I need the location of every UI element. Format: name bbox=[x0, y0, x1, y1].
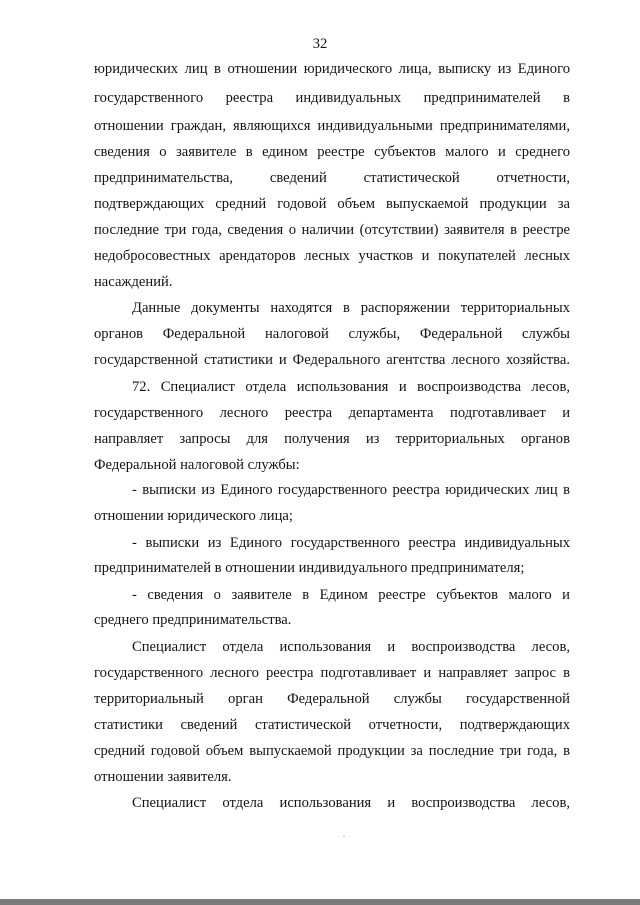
scan-bottom-edge bbox=[0, 899, 640, 905]
text-line: предпринимателей в отношении индивидуального предпринимателя; bbox=[94, 560, 525, 576]
page-number: 32 bbox=[312, 36, 328, 52]
text-line: отношении юридического лица; bbox=[94, 508, 293, 524]
text-line: сведения о заявителе в едином реестре субъектов малого и среднего bbox=[94, 144, 570, 160]
text-line: государственного реестра индивидуальных предпринимателей в bbox=[94, 90, 570, 106]
text-line: последние три года, сведения о наличии (отсутствии) заявителя в реестре bbox=[94, 222, 570, 238]
list-item-first-line: - выписки из Единого государственного реестра индивидуальных bbox=[132, 535, 570, 551]
text-line: государственной статистики и Федерального агентства лесного хозяйства. bbox=[94, 352, 570, 368]
text-line: отношении граждан, являющихся индивидуальными предпринимателями, bbox=[94, 118, 570, 134]
paragraph-first-line: 72. Специалист отдела использования и воспроизводства лесов, bbox=[132, 379, 570, 395]
paragraph-first-line: Специалист отдела использования и воспроизводства лесов, bbox=[132, 795, 570, 811]
text-line: предпринимательства, сведений статистической отчетности, bbox=[94, 170, 570, 186]
text-line: подтверждающих средний годовой объем выпускаемой продукции за bbox=[94, 196, 570, 212]
paragraph-first-line: Данные документы находятся в распоряжении территориальных bbox=[132, 300, 570, 316]
scan-speck bbox=[343, 836, 345, 837]
text-line: средний годовой объем выпускаемой продукции за последние три года, в bbox=[94, 743, 570, 759]
text-line: насаждений. bbox=[94, 274, 173, 290]
text-line: недобросовестных арендаторов лесных участков и покупателей лесных bbox=[94, 248, 570, 264]
text-line: государственного лесного реестра департамента подготавливает и bbox=[94, 405, 570, 421]
text-line: направляет запросы для получения из территориальных органов bbox=[94, 431, 570, 447]
text-line: среднего предпринимательства. bbox=[94, 612, 292, 628]
paragraph-first-line: Специалист отдела использования и воспроизводства лесов, bbox=[132, 639, 570, 655]
text-line: отношении заявителя. bbox=[94, 769, 232, 785]
text-line: органов Федеральной налоговой службы, Федеральной службы bbox=[94, 326, 570, 342]
text-line: государственного лесного реестра подготавливает и направляет запрос в bbox=[94, 665, 570, 681]
text-line: статистики сведений статистической отчетности, подтверждающих bbox=[94, 717, 570, 733]
text-line: юридических лиц в отношении юридического лица, выписку из Единого bbox=[94, 61, 570, 77]
text-line: территориальный орган Федеральной службы государственной bbox=[94, 691, 570, 707]
list-item-first-line: - выписки из Единого государственного реестра юридических лиц в bbox=[132, 482, 570, 498]
list-item-first-line: - сведения о заявителе в Едином реестре субъектов малого и bbox=[132, 587, 570, 603]
text-line: Федеральной налоговой службы: bbox=[94, 457, 300, 473]
